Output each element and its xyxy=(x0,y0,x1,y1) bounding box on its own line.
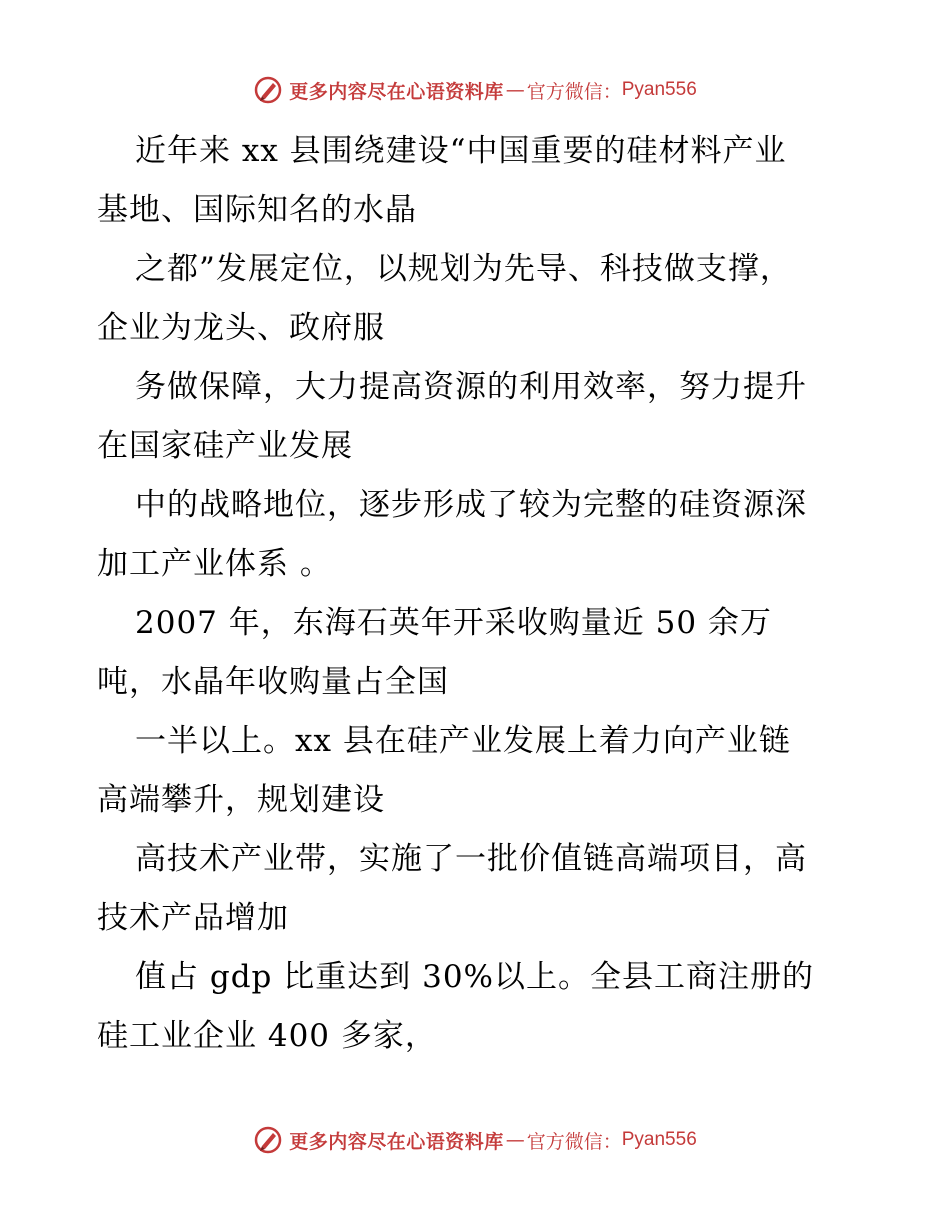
body-line: 在国家硅产业发展 xyxy=(97,428,353,464)
banner-text: 更多内容尽在心语资料库 xyxy=(289,1130,504,1153)
body-line: 值占 gdp 比重达到 30%以上。全县工商注册的 xyxy=(135,959,814,995)
body-line: 中的战略地位，逐步形成了较为完整的硅资源深 xyxy=(135,487,807,523)
body-line: 吨，水晶年收购量占全国 xyxy=(97,664,449,700)
body-line: 一半以上。xx 县在硅产业发展上着力向产业链 xyxy=(135,723,791,759)
body-line: 之都”发展定位，以规划为先导、科技做支撑， xyxy=(135,251,792,287)
header-banner xyxy=(0,70,950,110)
body-line: 近年来 xx 县围绕建设“中国重要的硅材料产业 xyxy=(135,133,787,169)
body-line: 硅工业企业 400 多家， xyxy=(97,1018,437,1054)
footer-banner xyxy=(0,1120,950,1160)
body-line: 高技术产业带，实施了一批价值链高端项目，高 xyxy=(135,841,807,877)
banner-text: 更多内容尽在心语资料库 xyxy=(289,80,504,103)
pen-logo-icon xyxy=(253,75,283,105)
body-line: 基地、国际知名的水晶 xyxy=(97,192,417,228)
body-line: 技术产品增加 xyxy=(97,900,289,936)
banner-wechat-label: 官方微信： xyxy=(526,80,622,103)
pen-logo-icon xyxy=(253,1125,283,1155)
body-line: 务做保障，大力提高资源的利用效率，努力提升 xyxy=(135,369,807,405)
body-line: 2007 年，东海石英年开采收购量近 50 余万 xyxy=(135,605,772,641)
banner-wechat-id: Pyan556 xyxy=(621,1129,697,1150)
banner-wechat-label: 官方微信： xyxy=(526,1130,622,1153)
body-line: 加工产业体系 。 xyxy=(97,546,332,582)
document-body xyxy=(97,122,857,1066)
banner-wechat-id: Pyan556 xyxy=(621,79,697,100)
body-line: 企业为龙头、政府服 xyxy=(97,310,385,346)
banner-dash: — xyxy=(505,1129,525,1151)
body-line: 高端攀升，规划建设 xyxy=(97,782,385,818)
banner-dash: — xyxy=(505,79,525,101)
